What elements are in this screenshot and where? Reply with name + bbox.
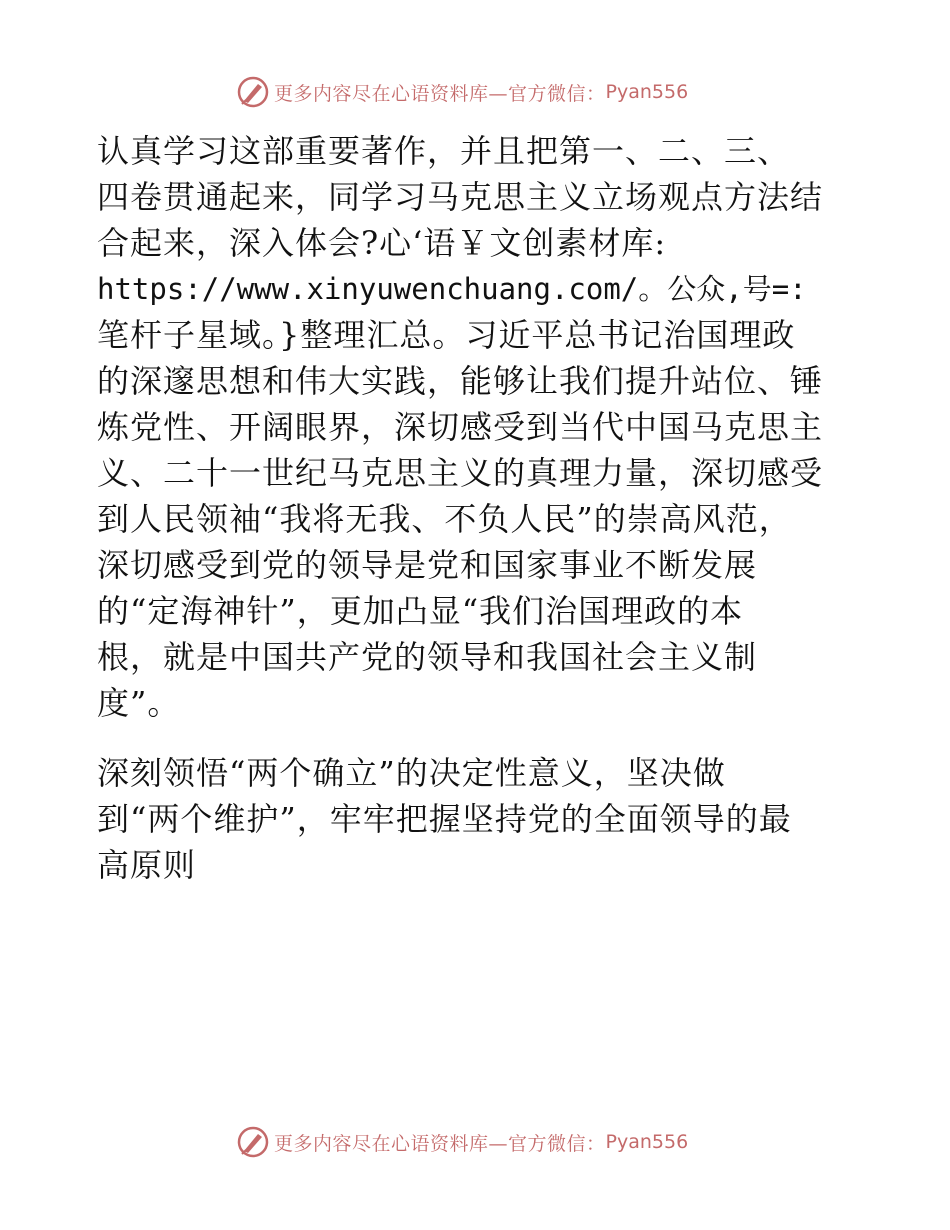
paragraph-1 (97, 128, 857, 726)
quill-logo-icon (236, 75, 270, 109)
text-line: 四卷贯通起来，同学习马克思主义立场观点方法结 (97, 178, 824, 216)
document-body (97, 128, 857, 888)
text-line: 义、二十一世纪马克思主义的真理力量，深切感受 (97, 454, 824, 492)
paragraph-spacer (97, 726, 857, 750)
text-line: 深刻领悟“两个确立”的决定性意义，坚决做 (97, 754, 726, 792)
quill-logo-icon (236, 1125, 270, 1159)
footer-watermark (236, 1122, 716, 1162)
text-line: 认真学习这部重要著作，并且把第一、二、三、 (97, 132, 791, 170)
text-line: 合起来，深入体会?心‘语￥文创素材库: (97, 224, 667, 262)
text-line: 笔杆子星域。}整理汇总。习近平总书记治国理政 (97, 316, 796, 354)
text-line: 到“两个维护”，牢牢把握坚持党的全面领导的最 (97, 800, 792, 838)
text-line: 深切感受到党的领导是党和国家事业不断发展 (97, 546, 758, 584)
header-watermark (236, 72, 716, 112)
text-line: 到人民领袖“我将无我、不负人民”的崇高风范， (97, 500, 792, 538)
text-line: 根，就是中国共产党的领导和我国社会主义制 (97, 638, 758, 676)
text-line: 高原则 (97, 846, 197, 884)
watermark-text: 更多内容尽在心语资料库—官方微信： (274, 82, 606, 105)
watermark-wechat-id: Pyan556 (605, 1131, 689, 1153)
watermark-wechat-id: Pyan556 (605, 81, 689, 103)
text-line: 炼党性、开阔眼界，深切感受到当代中国马克思主 (97, 408, 824, 446)
text-line: 度”。 (97, 684, 181, 722)
watermark-text: 更多内容尽在心语资料库—官方微信： (274, 1132, 606, 1155)
text-line: 的“定海神针”，更加凸显“我们治国理政的本 (97, 592, 744, 630)
text-line: 的深邃思想和伟大实践，能够让我们提升站位、锤 (97, 362, 824, 400)
paragraph-2 (97, 750, 857, 888)
url-line: https://www.xinyuwenchuang.com/。公众,号=: (97, 272, 807, 306)
